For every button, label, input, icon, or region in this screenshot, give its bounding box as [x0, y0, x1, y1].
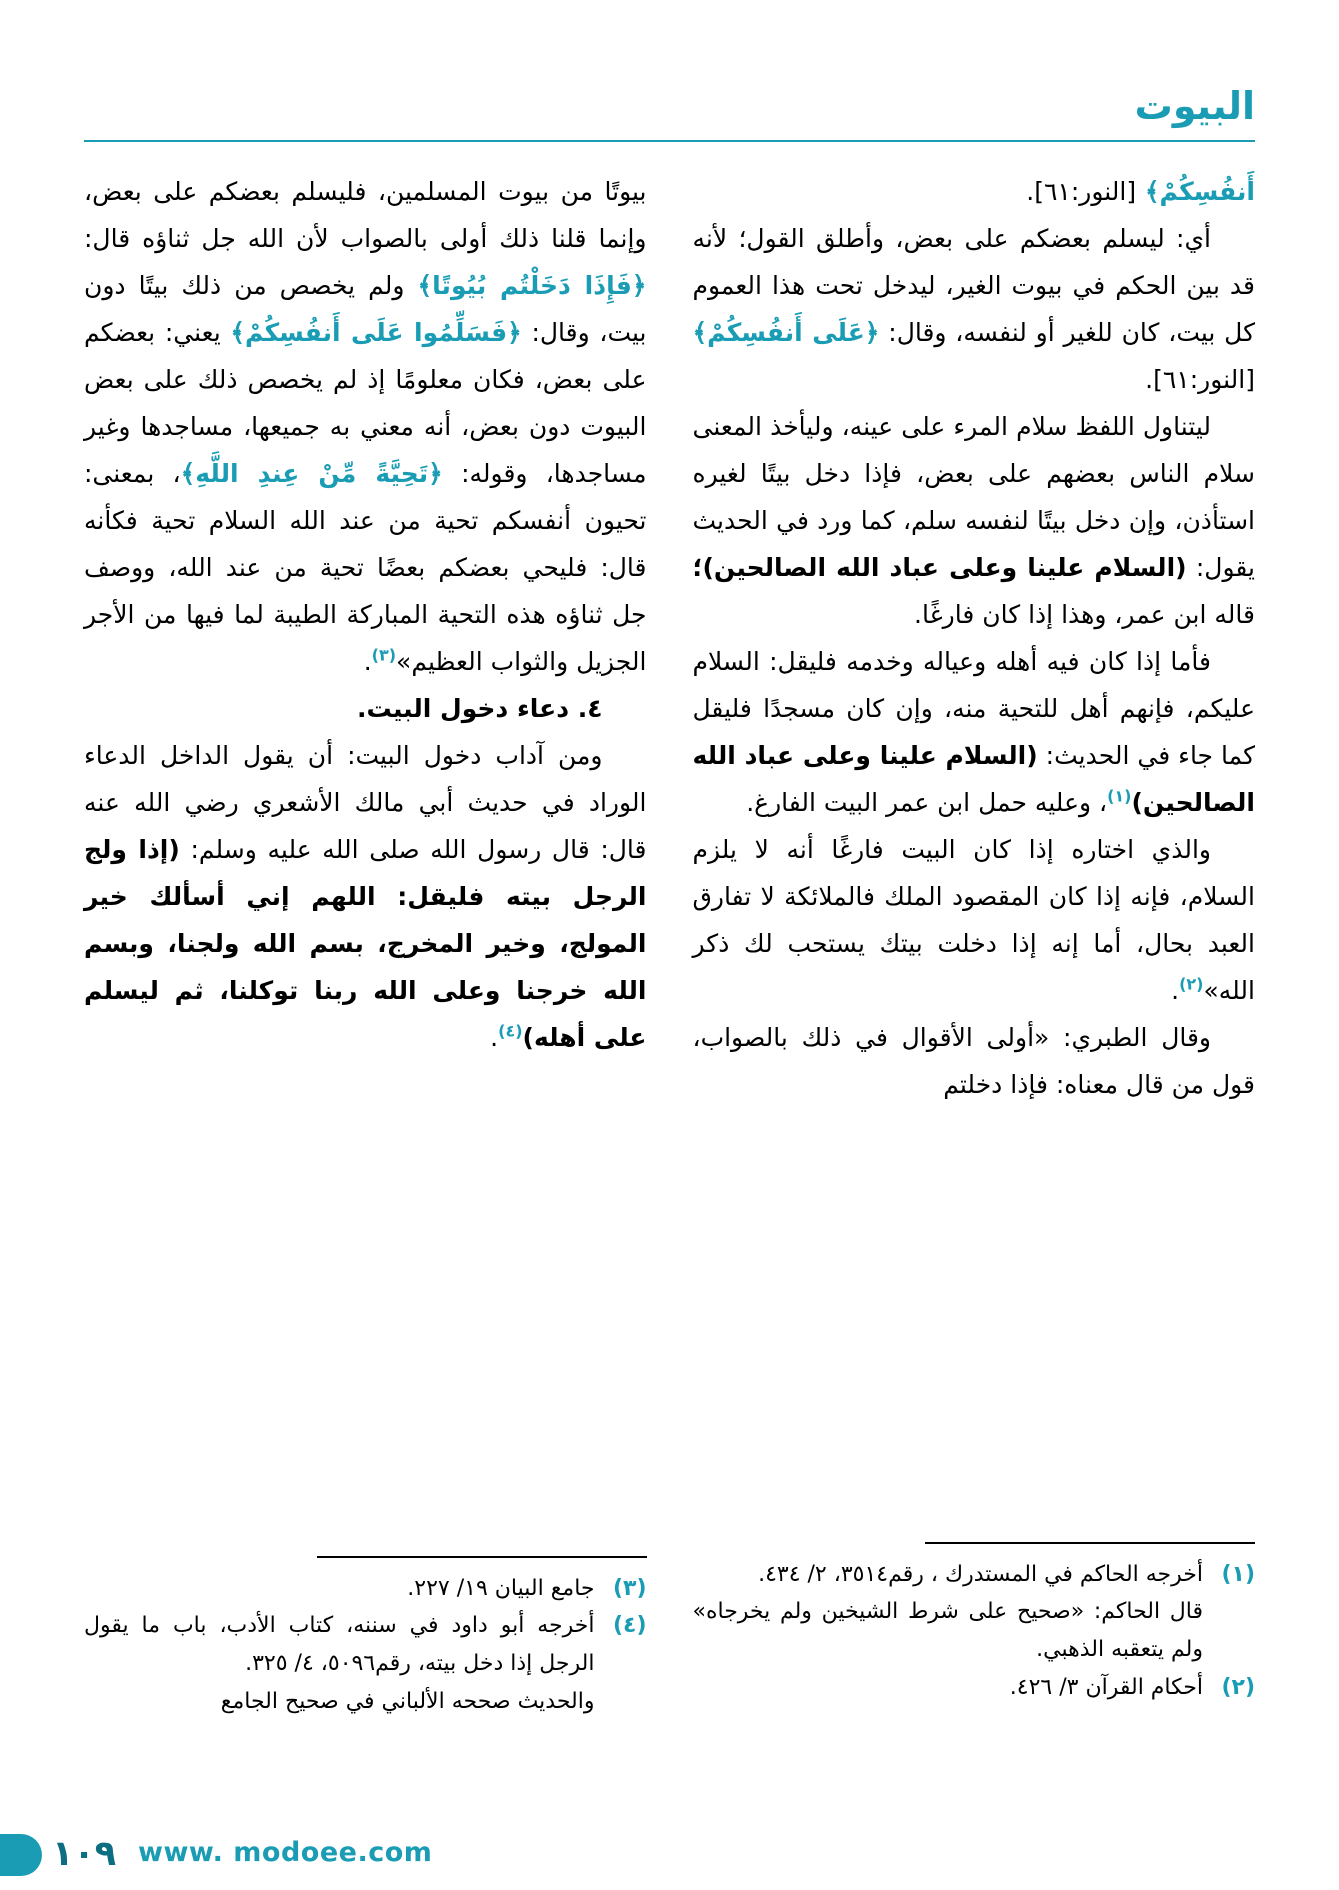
paragraph — [693, 638, 1256, 826]
body-text: ومن آداب دخول البيت: أن يقول الداخل الدعاء الوراد في حديث أبي مالك الأشعري رضي الله عنه قال: قال رسول الله صلى الله عليه وسلم: — [84, 740, 647, 864]
quran-verse: ﴿فَإِذَا دَخَلْتُم بُيُوتًا﴾ — [417, 270, 647, 300]
page-header — [84, 0, 1255, 142]
footnote — [84, 1607, 647, 1683]
body-text: ليتناول اللفظ سلام المرء على عينه، وليأخذ المعنى سلام الناس بعضهم على بعض، فإذا دخل بيتًا لغيره استأذن، وإن دخل بيتًا لنفسه سلم، كما ورد في الحديث يقول: — [692, 411, 1255, 582]
footnote-separator-line — [925, 1542, 1255, 1544]
body-text: ، بمعنى: تحيون أنفسكم تحية من عند الله السلام تحية فكأنه قال: فليحي بعضكم بعضًا تحية من عند الله، ووصف جل ثناؤه هذه التحية المباركة الطيبة لما فيها من الأجر الجزيل والثواب العظيم» — [84, 458, 647, 676]
footnote-number — [595, 1683, 647, 1721]
footnote-text: جامع البيان ١٩/ ٢٢٧. — [407, 1575, 595, 1601]
paragraph — [693, 403, 1256, 638]
paragraph — [693, 168, 1256, 215]
footnote-text: والحديث صححه الألباني في صحيح الجامع — [220, 1689, 595, 1715]
paragraph — [693, 826, 1256, 1014]
paragraph — [693, 215, 1256, 403]
hadith-text: (السلام علينا وعلى عباد الله الصالحين)؛ — [692, 552, 1187, 582]
footnote-text: أخرجه الحاكم في المستدرك ، رقم٣٥١٤، ٢/ ٤٣٤. — [758, 1561, 1203, 1587]
footnote-number: (٣) — [612, 1575, 647, 1601]
hadith-text: ٤. دعاء دخول البيت. — [357, 693, 603, 723]
body-text: والذي اختاره إذا كان البيت فارغًا أنه لا يلزم السلام، فإنه إذا كان المقصود الملك فالملائكة لا تفارق العبد بحال، أما إنه إذا دخلت بيتك يستحب لك ذكر الله» — [692, 834, 1255, 1005]
body-text: [النور:٦١]. — [1026, 176, 1137, 206]
website-url: www. modoee.com — [138, 1837, 433, 1868]
body-text: فأما إذا كان فيه أهله وعياله وخدمه فليقل: السلام عليكم، فإنهم أهل للتحية منه، وإن كان مسجدًا فليقل كما جاء في الحديث: — [692, 646, 1255, 770]
footnote — [84, 1570, 647, 1608]
paragraph — [84, 168, 647, 685]
section-heading — [84, 685, 647, 732]
footnote-ref: (٤) — [498, 1021, 523, 1041]
body-text: قاله ابن عمر، وهذا إذا كان فارغًا. — [914, 599, 1255, 629]
column-right — [693, 168, 1256, 1108]
quran-verse: ﴿فَسَلِّمُوا عَلَى أَنفُسِكُمْ﴾ — [230, 317, 522, 347]
page-number-tab — [0, 1834, 42, 1876]
body-text: [النور:٦١]. — [1145, 364, 1255, 394]
paragraph — [84, 732, 647, 1061]
text-columns — [84, 168, 1255, 1526]
body-text: ولم يخصص من ذلك بيتًا دون بيت، وقال: — [84, 270, 647, 347]
hadith-text: (إذا ولج الرجل بيته فليقل: اللهم إني أسألك خير المولج، وخير المخرج، بسم الله ولجنا، وبسم الله خرجنا وعلى الله ربنا توكلنا، ثم ليسلم على أهله) — [84, 834, 647, 1052]
body-text: . — [363, 646, 372, 676]
footnote-list-right — [693, 1556, 1256, 1707]
footnote-ref: (٣) — [371, 645, 397, 665]
footnote-number: (١) — [1221, 1561, 1255, 1587]
footnote-list-left — [84, 1570, 647, 1721]
quran-verse: ﴿تَحِيَّةً مِّنْ عِندِ اللَّهِ﴾ — [180, 458, 443, 488]
header-rule — [84, 140, 1255, 142]
body-text: وقال الطبري: «أولى الأقوال في ذلك بالصواب، قول من قال معناه: فإذا دخلتم — [692, 1022, 1255, 1099]
footnotes-left — [84, 1556, 647, 1721]
footnote-text: أحكام القرآن ٣/ ٤٢٦. — [1009, 1675, 1203, 1701]
footnote-text: قال الحاكم: «صحيح على شرط الشيخين ولم يخرجاه» ولم يتعقبه الذهبي. — [692, 1599, 1203, 1663]
footnote — [84, 1683, 647, 1721]
body-text: بيوتًا من بيوت المسلمين، فليسلم بعضكم على بعض، وإنما قلنا ذلك أولى بالصواب لأن الله جل ثناؤه قال: — [84, 176, 647, 253]
paragraph — [693, 1014, 1256, 1108]
page-number: ١٠٩ — [52, 1834, 117, 1874]
footnote-text: أخرجه أبو داود في سننه، كتاب الأدب، باب ما يقول الرجل إذا دخل بيته، رقم٥٠٩٦، ٤/ ٣٢٥. — [84, 1613, 595, 1677]
body-text: يعني: بعضكم على بعض، فكان معلومًا إذ لم يخصص ذلك على بعض البيوت دون بعض، أنه معني به جميعها، مساجدها وغير مساجدها، وقوله: — [84, 317, 647, 488]
footnotes-section — [84, 1542, 1255, 1721]
footnote-ref: (٢) — [1179, 974, 1204, 994]
quran-verse: أَنفُسِكُمْ﴾ — [1136, 176, 1255, 206]
body-text: ، وعليه حمل ابن عمر البيت الفارغ. — [746, 787, 1108, 817]
hadith-text: (السلام علينا وعلى عباد الله الصالحين) — [692, 740, 1255, 817]
body-text: أي: ليسلم بعضكم على بعض، وأطلق القول؛ لأنه قد بين الحكم في بيوت الغير، ليدخل تحت هذا العموم كل بيت، كان للغير أو لنفسه، وقال: — [692, 223, 1255, 347]
footnote-number — [1203, 1593, 1255, 1669]
footnote-ref: (١) — [1107, 786, 1132, 806]
body-text: . — [490, 1022, 499, 1052]
column-left — [84, 168, 647, 1061]
footnote — [693, 1556, 1256, 1594]
footnote-number: (٤) — [612, 1613, 647, 1639]
footnote — [693, 1593, 1256, 1669]
footnote-number: (٢) — [1221, 1675, 1255, 1701]
footnote — [693, 1669, 1256, 1707]
body-text: . — [1171, 975, 1180, 1005]
quran-verse: ﴿عَلَى أَنفُسِكُمْ﴾ — [692, 317, 880, 347]
footnotes-right — [693, 1542, 1256, 1721]
chapter-title: البيوت — [1134, 84, 1255, 128]
footnote-separator-line — [317, 1556, 647, 1558]
